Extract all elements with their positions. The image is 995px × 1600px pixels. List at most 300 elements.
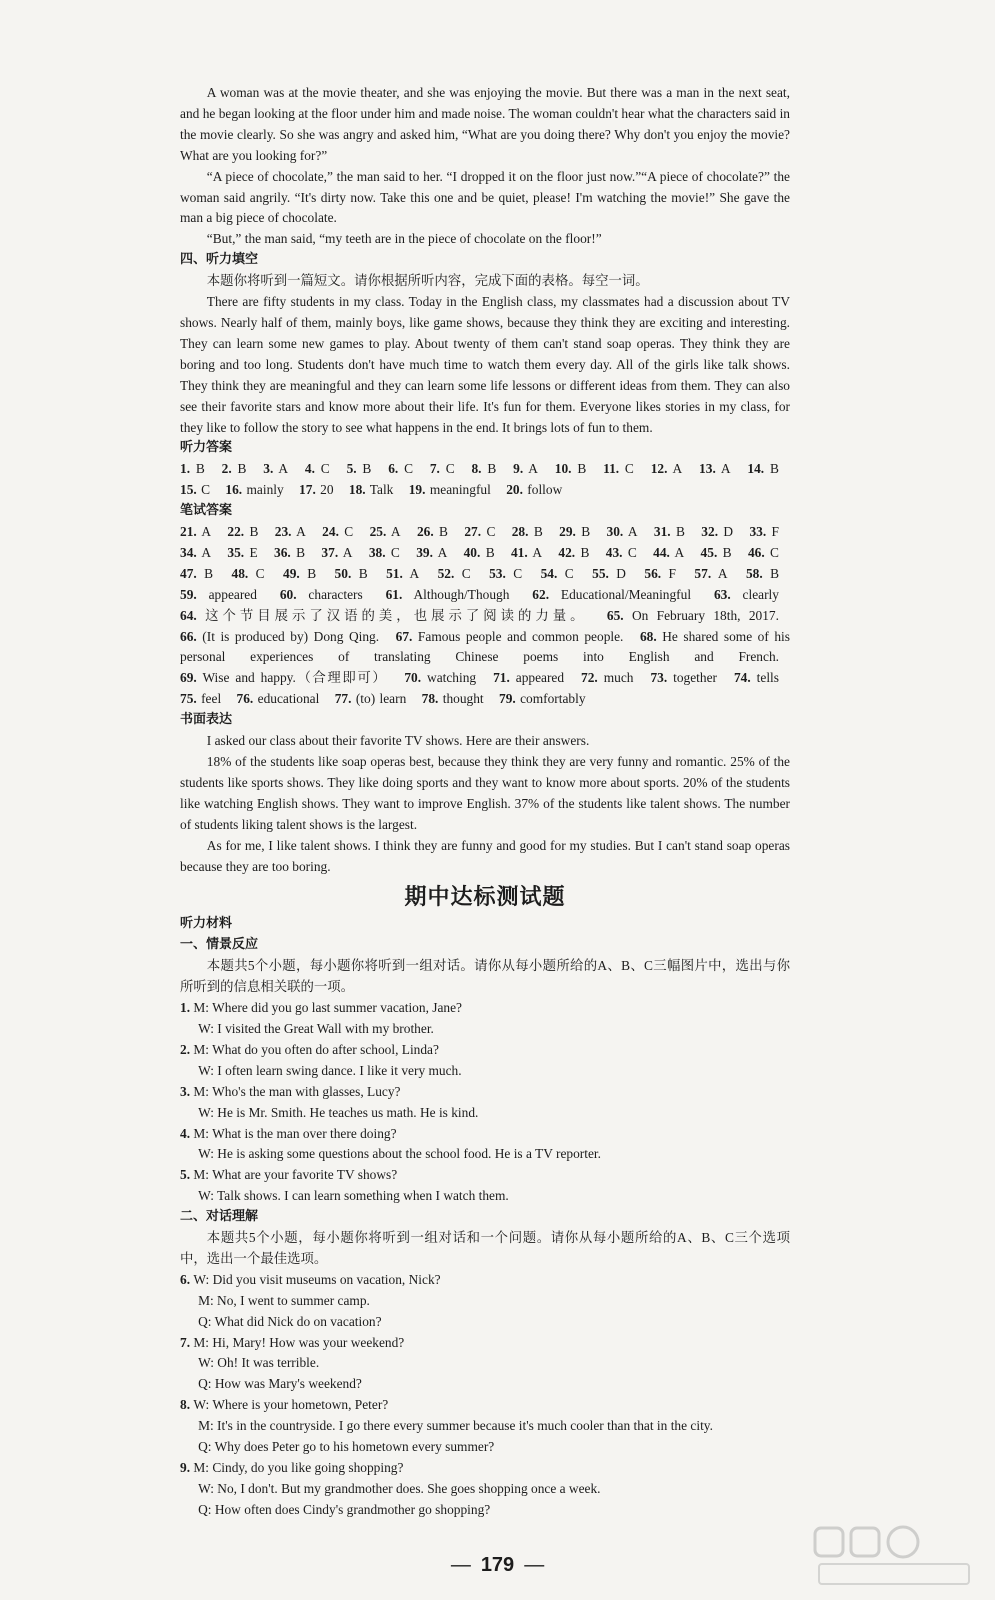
answer-text: B	[231, 461, 247, 477]
question-number: 9.	[180, 1460, 194, 1475]
part-2-instruction: 本题共5个小题，每小题你将听到一组对话和一个问题。请你从每小题所给的A、B、C三个选项中，选出一个最佳选项。	[180, 1230, 790, 1266]
answer-text: 这个节目展示了汉语的美，也展示了阅读的力量。	[196, 607, 588, 623]
midterm-title: 期中达标测试题	[404, 884, 566, 911]
answer-number: 52.	[437, 565, 455, 581]
answer-number: 59.	[180, 586, 197, 602]
listening-materials-heading: 听力材料	[180, 916, 233, 932]
answer-item	[541, 566, 574, 581]
dialogue-text: Q: How was Mary's weekend?	[198, 1376, 362, 1392]
dialogue-text: W: Oh! It was terrible.	[198, 1355, 320, 1371]
answer-number: 5.	[346, 461, 357, 477]
answer-item	[513, 461, 538, 476]
answer-number: 35.	[227, 544, 245, 560]
answer-number: 70.	[404, 670, 422, 686]
dialogue-text: M: It's in the countryside. I go there every summer because it's much cooler than that in the city.	[198, 1418, 713, 1434]
dialogue-line	[180, 1353, 790, 1374]
answer-text: B	[528, 524, 543, 540]
answer-item	[654, 524, 685, 539]
answer-item	[438, 566, 471, 581]
answer-text: B	[762, 565, 780, 581]
answer-item	[180, 461, 205, 476]
answer-text: C	[338, 524, 354, 540]
answer-text: A	[196, 524, 212, 540]
question-number: 6.	[180, 1271, 194, 1287]
answer-item	[532, 587, 691, 602]
answer-item	[464, 545, 495, 560]
answer-item	[606, 545, 637, 560]
section-4-passage: There are fifty students in my class. Today in the English class, my classmates had a discussion about TV shows. Nearly half of them, mainly boys, like game shows, because they think they are exciting and interesting. They can learn some new games to play. About twenty of them can't stand soap operas. They think they are boring and too long. Students don't have much time to watch them every day. All of the girls like talk shows. They think they are meaningful and they can learn some life lessons or different ideas from them. They can also see their favorite stars and know more about their life. It's fun for them. Everyone likes stories in my class, for they like to follow the story to see what happens in the end. It brings lots of fun to them.	[180, 294, 790, 435]
answer-text: A	[711, 565, 728, 581]
answer-text: B	[290, 544, 306, 560]
answer-item	[694, 566, 727, 581]
answer-item	[644, 566, 676, 581]
answer-text: comfortably	[515, 691, 586, 707]
answer-number: 28.	[511, 524, 529, 540]
dialogue-line	[180, 1437, 790, 1458]
answer-item	[559, 524, 590, 539]
answer-number: 40.	[463, 544, 481, 560]
part-2-heading: 二、对话理解	[180, 1209, 259, 1225]
answer-number: 11.	[603, 461, 620, 477]
answer-item	[386, 587, 510, 602]
answer-item	[305, 461, 330, 476]
answer-item	[747, 461, 779, 476]
answer-text: A	[523, 461, 538, 477]
answer-text: watching	[421, 670, 477, 686]
answer-item	[335, 691, 407, 706]
answer-number: 36.	[274, 544, 291, 560]
answer-text: A	[715, 461, 731, 477]
dialogue-text: M: What do you often do after school, Linda?	[193, 1041, 439, 1057]
answer-text: B	[481, 461, 497, 477]
answer-item	[699, 461, 731, 476]
part-1-dialogues	[180, 998, 790, 1207]
answer-text: B	[480, 544, 495, 560]
written-answers-list	[180, 522, 790, 710]
answer-text: appeared	[196, 586, 257, 602]
answer-number: 58.	[745, 565, 763, 581]
answer-text: much	[597, 670, 634, 686]
answer-item	[748, 545, 779, 560]
answer-item	[180, 608, 588, 623]
answer-item	[386, 566, 419, 581]
answer-number: 30.	[606, 524, 624, 540]
story-paragraph-1: A woman was at the movie theater, and she was enjoying the movie. But there was a man in the next seat, and he began looking at the floor under him and made noise. The woman couldn't hear what the characters said in the movie clearly. So she was angry and asked him, “What are you doing there? Why don't you enjoy the movie? What are you looking for?”	[180, 85, 790, 163]
answer-item	[701, 524, 733, 539]
dialogue-line	[180, 1165, 790, 1186]
answer-item	[749, 524, 779, 539]
dialogue-text: W: Where is your hometown, Peter?	[193, 1397, 389, 1413]
dialogue-text: Q: How often does Cindy's grandmother go shopping?	[198, 1501, 491, 1517]
answer-number: 45.	[700, 544, 718, 560]
answer-text: C	[622, 544, 637, 560]
answer-item	[404, 670, 476, 685]
section-4-heading: 四、听力填空	[180, 252, 259, 268]
answer-text: D	[608, 565, 626, 581]
story-paragraph-2: “A piece of chocolate,” the man said to her. “I dropped it on the floor just now.”“A piece of chocolate?” the woman said angrily. “It's dirty now. Take this one and be quiet, please! I'm watching the movie!” She gave the man a big piece of chocolate.	[180, 168, 790, 226]
dialogue-line	[180, 1333, 790, 1354]
dialogue-line	[180, 1291, 790, 1312]
dialogue-line	[180, 1395, 790, 1416]
answer-item	[180, 482, 210, 497]
answer-item	[489, 566, 522, 581]
dialogue-line	[180, 1061, 790, 1082]
answer-number: 53.	[489, 565, 506, 581]
answer-item	[734, 670, 779, 685]
dialogue-line	[180, 1186, 790, 1207]
answer-text: C	[619, 461, 634, 477]
answer-number: 65.	[606, 607, 624, 623]
answer-item	[558, 545, 589, 560]
answer-number: 17.	[299, 482, 316, 498]
answer-text: F	[661, 565, 676, 581]
dialogue-text: W: I often learn swing dance. I like it very much.	[198, 1062, 462, 1078]
answer-item	[180, 545, 211, 560]
answer-text: 20	[315, 482, 334, 498]
answer-text: B	[299, 565, 317, 581]
answer-item	[422, 691, 484, 706]
dialogue-line	[180, 1458, 790, 1479]
answer-text: feel	[196, 691, 222, 707]
answer-text: B	[190, 461, 205, 477]
answer-number: 73.	[650, 670, 668, 686]
answer-number: 19.	[408, 482, 426, 498]
question-number: 7.	[180, 1334, 194, 1350]
part-2-dialogues	[180, 1270, 790, 1521]
dialogue-text: M: What is the man over there doing?	[193, 1125, 397, 1141]
answer-item	[464, 524, 495, 539]
answer-text: B	[433, 524, 448, 540]
section-4-instruction: 本题你将听到一篇短文。请你根据所听内容，完成下面的表格。每空一词。	[206, 273, 649, 289]
answer-item	[555, 461, 587, 476]
answer-number: 20.	[506, 482, 523, 498]
answer-number: 41.	[510, 544, 528, 560]
answer-item	[180, 629, 379, 644]
answer-text: B	[575, 524, 591, 540]
answer-text: C	[398, 461, 414, 477]
answer-text: A	[432, 544, 448, 560]
dialogue-text: M: What are your favorite TV shows?	[193, 1167, 398, 1183]
answer-item	[746, 566, 779, 581]
answer-number: 69.	[180, 670, 197, 686]
answer-text: C	[248, 565, 265, 581]
answer-text: A	[196, 544, 212, 560]
dialogue-text: M: Cindy, do you like going shopping?	[193, 1460, 404, 1475]
answer-number: 55.	[592, 565, 609, 581]
part-1-instruction: 本题共5个小题，每小题你将听到一组对话。请你从每小题所给的A、B、C三幅图片中，选出与你所听到的信息相关联的一项。	[180, 958, 790, 995]
dialogue-text: W: I visited the Great Wall with my brother.	[198, 1020, 434, 1036]
answer-number: 74.	[733, 670, 751, 686]
listening-answers-list	[180, 459, 790, 501]
answer-item	[512, 524, 543, 539]
writing-paragraph-2: 18% of the students like soap operas best, because they think they are very funny and romantic. 25% of the students like sports shows. They like doing sports and they want to know more about sports. 20% of the students like watching English shows. They want to improve English. 37% of the students like talent shows. The number of students liking talent shows is the largest.	[180, 754, 790, 832]
answer-number: 57.	[694, 565, 712, 581]
page-content	[180, 83, 790, 1521]
story-paragraph-3: “But,” the man said, “my teeth are in the piece of chocolate on the floor!”	[206, 231, 602, 247]
answer-number: 54.	[540, 565, 558, 581]
dialogue-text: Q: What did Nick do on vacation?	[198, 1313, 382, 1329]
answer-number: 4.	[304, 461, 315, 477]
answer-number: 2.	[221, 461, 232, 477]
dialogue-text: M: No, I went to summer camp.	[198, 1292, 370, 1308]
answer-text: C	[314, 461, 330, 477]
page-number-value: 179	[480, 1554, 515, 1576]
answer-number: 51.	[386, 565, 403, 581]
dialogue-text: W: He is asking some questions about the school food. He is a TV reporter.	[198, 1146, 601, 1162]
dialogue-line	[180, 1374, 790, 1395]
answer-item	[225, 482, 283, 497]
answer-text: D	[718, 524, 734, 540]
answer-text: A	[623, 524, 638, 540]
answer-item	[321, 545, 352, 560]
answer-text: follow	[522, 482, 563, 498]
answer-item	[274, 545, 305, 560]
part-1-heading: 一、情景反应	[180, 937, 259, 953]
answer-item	[227, 545, 257, 560]
answer-item	[347, 461, 372, 476]
answer-text: together	[667, 670, 718, 686]
answer-text: He shared some of his personal experiences of translating Chinese poems into English and French.	[180, 628, 790, 665]
answer-item	[603, 461, 634, 476]
answer-text: Although/Though	[402, 586, 510, 602]
watermark-logo	[811, 1522, 981, 1592]
dialogue-line	[180, 1416, 790, 1437]
dialogue-text: M: Who's the man with glasses, Lucy?	[193, 1083, 401, 1099]
answer-number: 42.	[558, 544, 576, 560]
answer-item	[322, 524, 353, 539]
answer-text: C	[439, 461, 455, 477]
answer-item	[232, 566, 265, 581]
answer-item	[506, 482, 562, 497]
dialogue-text: W: No, I don't. But my grandmother does. She goes shopping once a week.	[198, 1480, 601, 1496]
answer-number: 77.	[334, 691, 352, 707]
answer-item	[471, 461, 496, 476]
answer-text: C	[385, 544, 400, 560]
answer-item	[409, 482, 491, 497]
answer-item	[430, 461, 455, 476]
answer-item	[349, 482, 393, 497]
answer-text: C	[481, 524, 496, 540]
answer-number: 7.	[429, 461, 440, 477]
answer-text: Famous people and common people.	[412, 628, 624, 644]
answer-text: C	[196, 482, 211, 498]
answer-text: appeared	[509, 670, 565, 686]
answer-text: A	[386, 524, 401, 540]
answer-text: A	[667, 461, 683, 477]
answer-text: A	[291, 524, 306, 540]
answer-item	[299, 482, 334, 497]
dialogue-text: Q: Why does Peter go to his hometown every summer?	[198, 1439, 495, 1455]
answer-number: 67.	[395, 628, 413, 644]
answer-text: B	[196, 565, 214, 581]
answer-item	[180, 670, 387, 685]
question-number: 1.	[180, 1000, 194, 1016]
answer-number: 39.	[416, 544, 433, 560]
answer-number: 56.	[644, 565, 662, 581]
answer-text: C	[454, 565, 471, 581]
answer-text: (to) learn	[351, 691, 407, 707]
answer-number: 71.	[493, 670, 510, 686]
answer-number: 22.	[227, 524, 245, 540]
answer-number: 1.	[180, 461, 191, 477]
dialogue-line	[180, 1082, 790, 1103]
answer-number: 21.	[180, 524, 197, 540]
answer-text: C	[505, 565, 523, 581]
answer-text: A	[338, 544, 353, 560]
answer-number: 23.	[274, 524, 292, 540]
answer-number: 27.	[464, 524, 482, 540]
question-number: 2.	[180, 1041, 194, 1057]
answer-number: 9.	[513, 461, 524, 477]
answer-text: educational	[253, 691, 320, 707]
answer-number: 50.	[334, 565, 352, 581]
answer-number: 10.	[554, 461, 572, 477]
answer-item	[180, 587, 257, 602]
answer-item	[237, 691, 320, 706]
listening-answers-heading: 听力答案	[180, 440, 233, 456]
answer-item	[592, 566, 626, 581]
answer-text: characters	[296, 586, 363, 602]
answer-number: 14.	[747, 461, 765, 477]
answer-item	[283, 566, 316, 581]
answer-text: A	[402, 565, 420, 581]
answer-item	[417, 524, 448, 539]
answer-number: 44.	[653, 544, 670, 560]
answer-item	[499, 691, 586, 706]
answer-text: B	[764, 461, 779, 477]
answer-text: (It is produced by) Dong Qing.	[196, 628, 380, 644]
answer-number: 43.	[605, 544, 623, 560]
answer-number: 3.	[263, 461, 274, 477]
answer-item	[607, 608, 779, 623]
answer-number: 60.	[279, 586, 297, 602]
writing-paragraph-1: I asked our class about their favorite TV shows. Here are their answers.	[206, 733, 590, 749]
answer-item	[653, 545, 684, 560]
answer-text: tells	[750, 670, 779, 686]
dialogue-text: M: Where did you go last summer vacation, Jane?	[193, 1000, 463, 1016]
answer-item	[714, 587, 779, 602]
answer-item	[493, 670, 564, 685]
answer-number: 12.	[650, 461, 668, 477]
answer-number: 48.	[231, 565, 249, 581]
answer-number: 6.	[388, 461, 399, 477]
answer-item	[180, 566, 213, 581]
answer-item	[180, 524, 211, 539]
answer-text: C	[557, 565, 574, 581]
answer-number: 78.	[421, 691, 439, 707]
answer-item	[369, 545, 400, 560]
answer-item	[388, 461, 413, 476]
question-number: 8.	[180, 1397, 194, 1413]
answer-text: On February 18th, 2017.	[623, 607, 779, 623]
written-answers-heading: 笔试答案	[180, 503, 233, 519]
answer-number: 68.	[639, 628, 657, 644]
dialogue-line	[180, 1312, 790, 1333]
answer-item	[227, 524, 258, 539]
answer-text: B	[670, 524, 685, 540]
answer-item	[263, 461, 288, 476]
answer-text: thought	[438, 691, 484, 707]
dialogue-line	[180, 1479, 790, 1500]
page-dash-right: —	[524, 1554, 545, 1576]
answer-number: 25.	[369, 524, 387, 540]
answer-number: 26.	[416, 524, 434, 540]
answer-number: 61.	[385, 586, 403, 602]
answer-number: 32.	[701, 524, 719, 540]
answer-item	[650, 670, 717, 685]
answer-item	[280, 587, 363, 602]
answer-number: 62.	[532, 586, 550, 602]
answer-number: 76.	[236, 691, 254, 707]
dialogue-text: W: Talk shows. I can learn something when I watch them.	[198, 1188, 509, 1204]
answer-number: 29.	[559, 524, 576, 540]
answer-number: 72.	[581, 670, 598, 686]
answer-number: 16.	[225, 482, 243, 498]
answer-item	[607, 524, 638, 539]
answer-item	[335, 566, 368, 581]
answer-number: 63.	[713, 586, 731, 602]
answer-text: mainly	[242, 482, 284, 498]
answer-text: B	[244, 524, 259, 540]
answer-number: 75.	[180, 691, 197, 707]
answer-text: clearly	[730, 586, 779, 602]
answer-number: 38.	[368, 544, 386, 560]
dialogue-line	[180, 1270, 790, 1291]
question-number: 5.	[180, 1167, 194, 1183]
answer-text: meaningful	[425, 482, 491, 498]
answer-text: Educational/Meaningful	[549, 586, 692, 602]
answer-item	[370, 524, 401, 539]
answer-text: B	[571, 461, 587, 477]
answer-number: 24.	[322, 524, 339, 540]
answer-text: A	[527, 544, 543, 560]
writing-heading: 书面表达	[180, 712, 233, 728]
answer-item	[222, 461, 247, 476]
answer-item	[651, 461, 683, 476]
dialogue-line	[180, 998, 790, 1019]
answer-number: 49.	[283, 565, 300, 581]
answer-item	[416, 545, 447, 560]
page-dash-left: —	[450, 1554, 471, 1576]
answer-item	[511, 545, 542, 560]
answer-number: 31.	[653, 524, 671, 540]
answer-text: Wise and happy.（合理即可）	[196, 670, 388, 686]
answer-text: C	[764, 544, 779, 560]
answer-text: E	[244, 544, 258, 560]
answer-text: B	[351, 565, 368, 581]
answer-number: 8.	[471, 461, 482, 477]
answer-item	[180, 691, 221, 706]
answer-item	[701, 545, 732, 560]
answer-text: B	[575, 544, 590, 560]
writing-paragraph-3: As for me, I like talent shows. I think they are funny and good for my studies. But I can't stand soap operas because they are too boring.	[180, 837, 790, 874]
answer-number: 79.	[499, 691, 516, 707]
answer-number: 15.	[180, 482, 197, 498]
dialogue-line	[180, 1500, 790, 1521]
dialogue-text: W: He is Mr. Smith. He teaches us math. He is kind.	[198, 1104, 479, 1120]
answer-text: A	[273, 461, 289, 477]
dialogue-line	[180, 1124, 790, 1145]
answer-item	[581, 670, 633, 685]
answer-number: 46.	[747, 544, 765, 560]
answer-number: 13.	[699, 461, 716, 477]
answer-text: A	[669, 544, 685, 560]
answer-number: 47.	[180, 565, 197, 581]
dialogue-line	[180, 1040, 790, 1061]
answer-number: 64.	[180, 607, 197, 623]
dialogue-text: W: Did you visit museums on vacation, Nick?	[193, 1271, 441, 1287]
dialogue-text: M: Hi, Mary! How was your weekend?	[193, 1334, 405, 1350]
